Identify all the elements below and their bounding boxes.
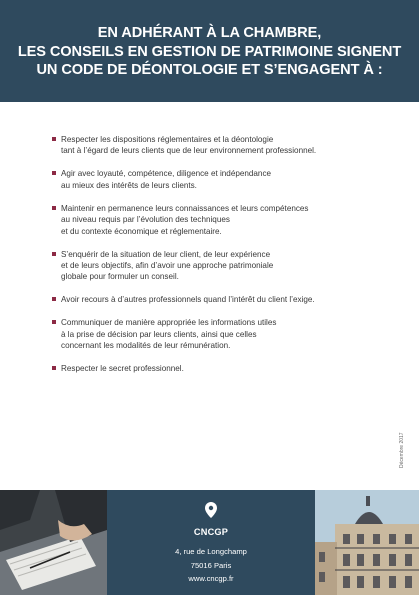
square-bullet-icon bbox=[52, 206, 56, 210]
photo-paris-building bbox=[315, 490, 419, 595]
square-bullet-icon bbox=[52, 366, 56, 370]
address-city: 75016 Paris bbox=[190, 560, 232, 570]
commitment-item bbox=[52, 203, 397, 237]
square-bullet-icon bbox=[52, 171, 56, 175]
date-note: Décembre 2017 bbox=[399, 432, 405, 468]
building-illustration bbox=[315, 490, 419, 595]
header-line-2: LES CONSEILS EN GESTION DE PATRIMOINE SIGNENT bbox=[17, 43, 402, 60]
commitment-item bbox=[52, 168, 397, 191]
commitment-text: Respecter le secret professionnel. bbox=[61, 364, 184, 374]
header-line-1: EN ADHÉRANT À LA CHAMBRE, bbox=[97, 25, 322, 42]
commitment-text: au mieux des intérêts de leurs clients. bbox=[61, 180, 197, 190]
commitment-item bbox=[52, 249, 397, 283]
commitment-text: globale pour formuler un conseil. bbox=[61, 272, 179, 282]
commitment-text: et de leurs objectifs, afin d’avoir une approche patrimoniale bbox=[61, 261, 274, 271]
commitment-text: S’enquérir de la situation de leur client, de leur expérience bbox=[61, 249, 271, 259]
commitment-text: concernant les modalités de leur rémunération. bbox=[61, 341, 231, 351]
commitment-item bbox=[52, 363, 397, 374]
square-bullet-icon bbox=[52, 137, 56, 141]
commitment-text: à la prise de décision par leurs clients, ainsi que celles bbox=[61, 329, 257, 339]
location-pin-icon bbox=[205, 502, 217, 518]
commitment-text: Avoir recours à d’autres professionnels quand l’intérêt du client l’exige. bbox=[61, 295, 315, 305]
commitment-text: Agir avec loyauté, compétence, diligence et indépendance bbox=[61, 169, 272, 179]
square-bullet-icon bbox=[52, 320, 56, 324]
commitments-list bbox=[52, 134, 397, 386]
header-line-3: UN CODE DE DÉONTOLOGIE ET S’ENGAGENT À : bbox=[36, 62, 383, 79]
footer bbox=[0, 490, 419, 595]
square-bullet-icon bbox=[52, 252, 56, 256]
commitment-item bbox=[52, 134, 397, 157]
commitment-item bbox=[52, 294, 397, 305]
commitment-item bbox=[52, 317, 397, 351]
photo-handshake-documents bbox=[0, 490, 107, 595]
commitment-text: tant à l’égard de leurs clients que de leur environnement professionnel. bbox=[61, 146, 317, 156]
address-street: 4, rue de Longchamp bbox=[175, 547, 247, 556]
commitment-text: et du contexte économique et réglementaire. bbox=[61, 226, 222, 236]
photo-illustration bbox=[0, 490, 107, 595]
commitment-text: Communiquer de manière appropriée les informations utiles bbox=[61, 318, 277, 328]
organization-name: CNCGP bbox=[193, 527, 229, 537]
square-bullet-icon bbox=[52, 297, 56, 301]
commitment-text: Maintenir en permanence leurs connaissances et leurs compétences bbox=[61, 203, 309, 213]
commitment-text: Respecter les dispositions réglementaires et la déontologie bbox=[61, 135, 274, 144]
header-banner bbox=[0, 0, 419, 102]
commitment-text: au niveau requis par l’évolution des techniques bbox=[61, 215, 230, 225]
contact-panel bbox=[107, 490, 315, 595]
website-link[interactable]: www.cncgp.fr bbox=[188, 574, 234, 583]
